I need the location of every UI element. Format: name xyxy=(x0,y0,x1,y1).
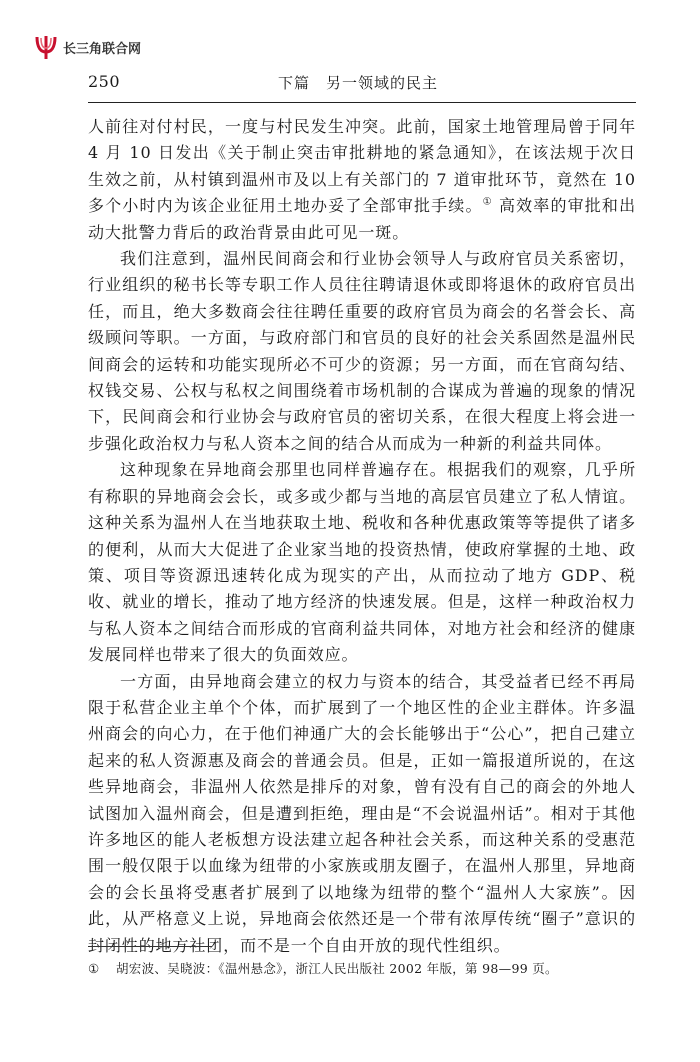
running-title: 下篇 另一领域的民主 xyxy=(278,74,439,92)
logo-text: 长三角联合网 xyxy=(63,41,142,57)
body-text xyxy=(88,114,636,959)
paragraph-4: 一方面，由异地商会建立的权力与资本的结合，其受益者已经不再局限于私营企业主单个个体，而扩展到了一个地区性的企业主群体。许多温州商会的向心力，在于他们神通广大的会长能够出于“公心”，把自己建立起来的私人资源惠及商会的普通会员。但是，正如一篇报道所说的，在这些异地商会，非温州人依然是排斥的对象，曾有没有自己的商会的外地人试图加入温州商会，但是遭到拒绝，理由是“不会说温州话”。相对于其他许多地区的能人老板想方设法建立起各种社会关系，而这种关系的受惠范围一般仅限于以血缘为纽带的小家族或朋友圈子，在温州人那里，异地商会的会长虽将受惠者扩展到了以地缘为纽带的整个“温州人大家族”。因此，从严格意义上说，异地商会依然还是一个带有浓厚传统“圈子”意识的封闭性的地方社团，而不是一个自由开放的现代性组织。 xyxy=(88,671,636,955)
footnote-reference[interactable]: ① xyxy=(482,196,493,208)
page-number: 250 xyxy=(88,72,121,91)
paragraph-1-text: 人前往对付村民，一度与村民发生冲突。此前，国家土地管理局曾于同年 4 月 10 日发出《关于制止突击审批耕地的紧急通知》，在该法规于次日生效之前，从村镇到温州市及以上有关部门的 7 道审批环节，竟然在 10 多个小时内为该企业征用土地办妥了全部审批手续。 xyxy=(88,117,636,216)
paragraph-1 xyxy=(88,114,636,246)
paragraph-1-tail: 高效率的审批和出动大批警力背后的政治背景由此可见一斑。 xyxy=(88,196,636,242)
page-header xyxy=(88,72,636,96)
site-logo xyxy=(35,34,141,60)
paragraph-2: 我们注意到，温州民间商会和行业协会领导人与政府官员关系密切，行业组织的秘书长等专职工作人员往往聘请退休或即将退休的政府官员出任，而且，绝大多数商会往往聘任重要的政府官员为商会的名誉会长、高级顾问等职。一方面，与政府部门和官员的良好的社会关系固然是温州民间商会的运转和功能实现所必不可少的资源；另一方面，而在官商勾结、权钱交易、公权与私权之间围绕着市场机制的合谋成为普遍的现象的情况下，民间商会和行业协会与政府官员的密切关系，在很大程度上将会进一步强化政治权力与私人资本之间的结合从而成为一种新的利益共同体。 xyxy=(88,249,636,453)
footnote-text: 胡宏波、吴晓波：《温州悬念》，浙江人民出版社 2002 年版，第 98—99 页。 xyxy=(116,961,558,976)
footnote-rule xyxy=(88,946,212,947)
footnote-marker: ① xyxy=(88,961,100,976)
paragraph-3: 这种现象在异地商会那里也同样普遍存在。根据我们的观察，几乎所有称职的异地商会会长，或多或少都与当地的高层官员建立了私人情谊。这种关系为温州人在当地获取土地、税收和各种优惠政策等等提供了诸多的便利，从而大大促进了企业家当地的投资热情，使政府掌握的土地、政策、项目等资源迅速转化成为现实的产出，从而拉动了地方 GDP、税收、就业的增长，推动了地方经济的快速发展。但是，这样一种政治权力与私人资本之间结合而形成的官商利益共同体，对地方社会和经济的健康发展同样也带来了很大的负面效应。 xyxy=(88,460,636,665)
footnote xyxy=(88,960,636,978)
header-rule xyxy=(88,102,636,103)
logo-mark-icon xyxy=(35,34,57,60)
